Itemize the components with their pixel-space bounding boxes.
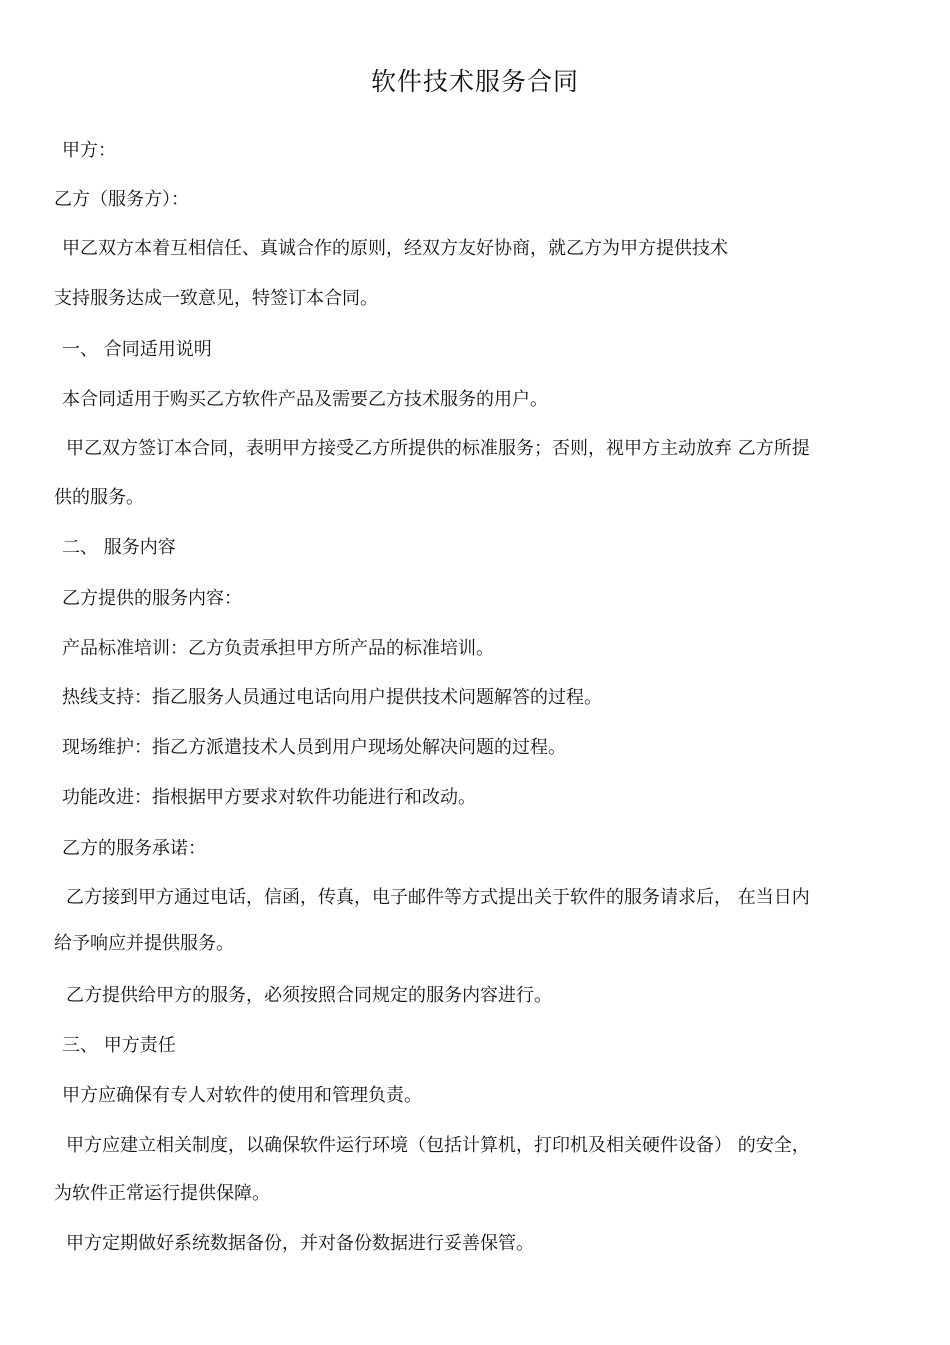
section1-paragraph-2-line-1: 甲乙双方签订本合同，表明甲方接受乙方所提供的标准服务；否则，视甲方主动放弃 乙方所提 bbox=[66, 438, 810, 459]
section2-intro: 乙方提供的服务内容： bbox=[62, 588, 242, 609]
party-a-label: 甲方： bbox=[62, 140, 116, 161]
service-promise-1-line-2: 给予响应并提供服务。 bbox=[54, 933, 234, 954]
section1-paragraph-1: 本合同适用于购买乙方软件产品及需要乙方技术服务的用户。 bbox=[62, 389, 548, 410]
service-item-improvement: 功能改进：指根据甲方要求对软件功能进行和改动。 bbox=[62, 787, 476, 808]
section2-heading: 二、 服务内容 bbox=[62, 537, 176, 558]
service-item-training: 产品标准培训：乙方负责承担甲方所产品的标准培训。 bbox=[62, 638, 494, 659]
section3-paragraph-1: 甲方应确保有专人对软件的使用和管理负责。 bbox=[62, 1085, 422, 1106]
service-promise-heading: 乙方的服务承诺： bbox=[62, 838, 206, 859]
section3-paragraph-2-line-2: 为软件正常运行提供保障。 bbox=[54, 1183, 270, 1204]
section1-paragraph-2-line-2: 供的服务。 bbox=[54, 487, 144, 508]
preamble-line-1: 甲乙双方本着互相信任、真诚合作的原则，经双方友好协商，就乙方为甲方提供技术 bbox=[62, 238, 728, 259]
section1-heading: 一、 合同适用说明 bbox=[62, 339, 212, 360]
section3-heading: 三、 甲方责任 bbox=[62, 1035, 176, 1056]
document-title: 软件技术服务合同 bbox=[370, 67, 579, 96]
service-promise-2: 乙方提供给甲方的服务，必须按照合同规定的服务内容进行。 bbox=[66, 985, 552, 1006]
section3-paragraph-3: 甲方定期做好系统数据备份，并对备份数据进行妥善保管。 bbox=[66, 1233, 534, 1254]
party-b-label: 乙方（服务方）： bbox=[54, 189, 189, 210]
section3-paragraph-2-line-1: 甲方应建立相关制度，以确保软件运行环境（包括计算机，打印机及相关硬件设备） 的安全， bbox=[66, 1135, 810, 1156]
service-item-hotline: 热线支持：指乙服务人员通过电话向用户提供技术问题解答的过程。 bbox=[62, 687, 602, 708]
preamble-line-2: 支持服务达成一致意见，特签订本合同。 bbox=[54, 288, 378, 309]
service-promise-1-line-1: 乙方接到甲方通过电话，信函，传真，电子邮件等方式提出关于软件的服务请求后， 在当日内 bbox=[66, 887, 810, 908]
service-item-onsite: 现场维护：指乙方派遣技术人员到用户现场处解决问题的过程。 bbox=[62, 737, 566, 758]
